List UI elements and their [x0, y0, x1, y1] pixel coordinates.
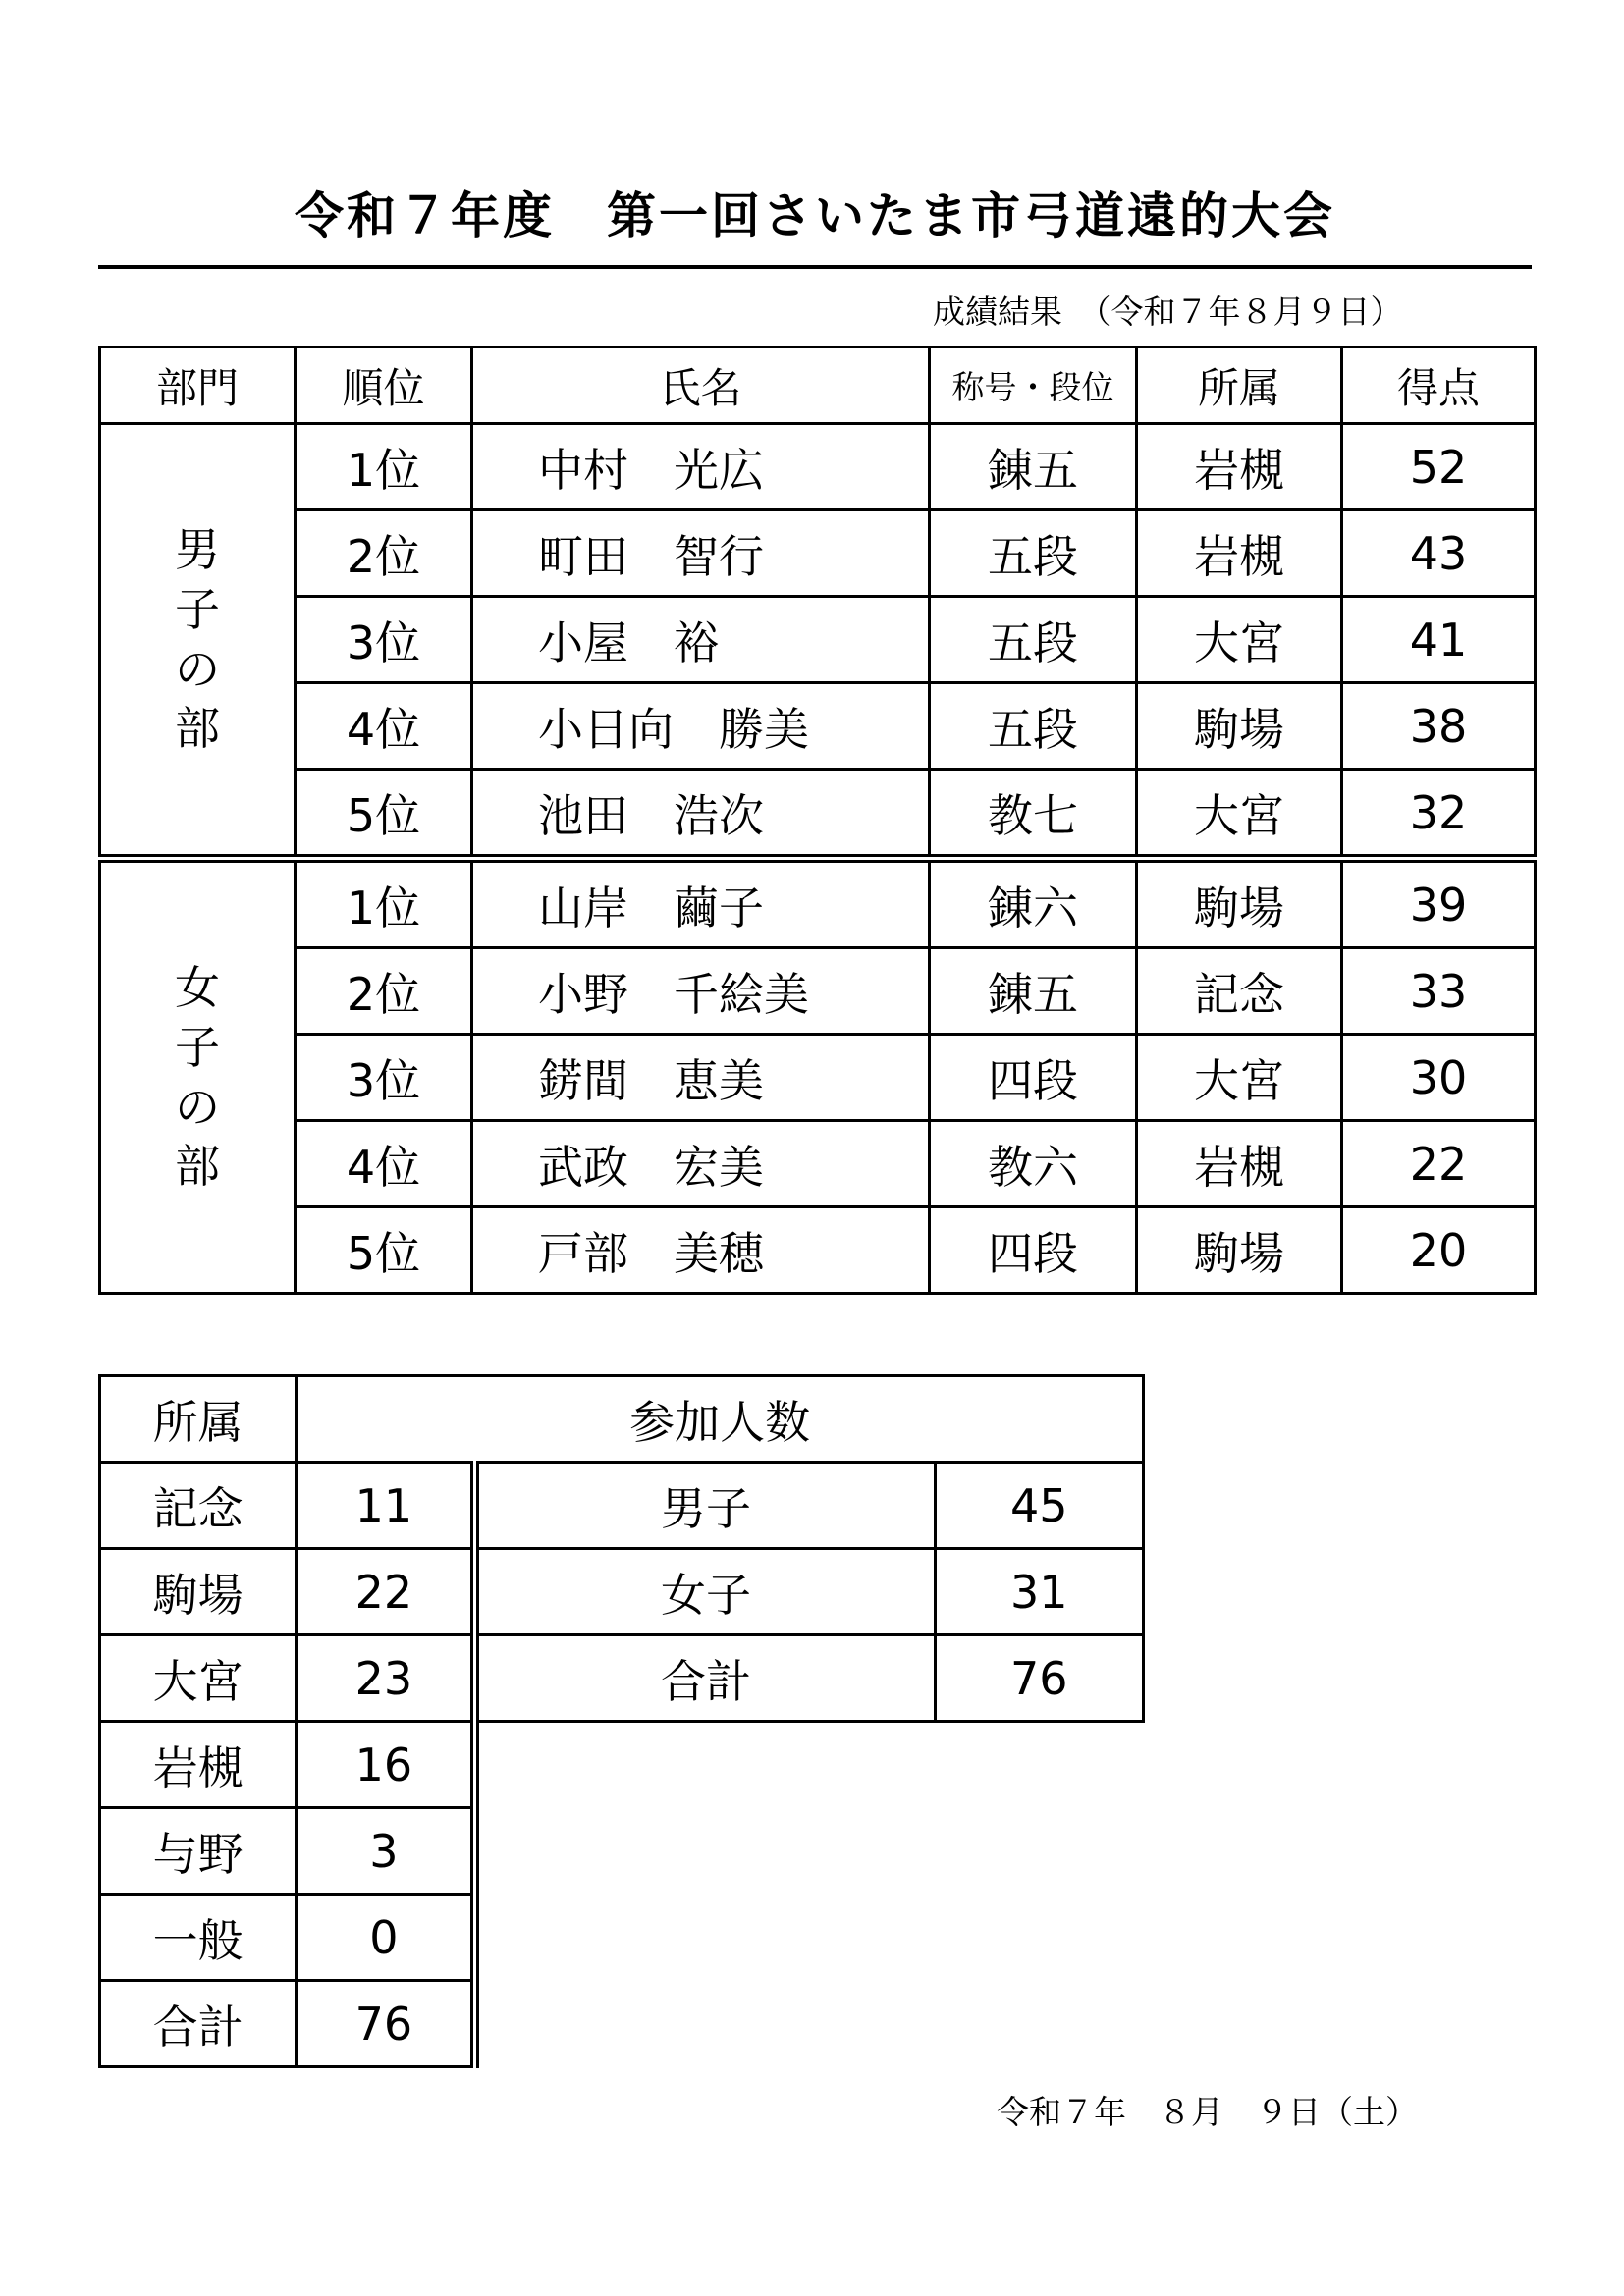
affiliation-total-count: 76: [297, 1981, 474, 2067]
results-table: [98, 346, 1537, 1295]
header-affiliation: 所属: [1137, 347, 1342, 424]
participants-header-row: [100, 1376, 1144, 1463]
affiliation-name-cell: 与野: [100, 1808, 297, 1895]
grade-cell: 教六: [930, 1121, 1137, 1207]
rank-cell: 3位: [296, 1035, 472, 1121]
empty-cell: [935, 1895, 1143, 1981]
score-cell: 38: [1342, 683, 1536, 770]
table-row: [100, 1463, 1144, 1549]
table-row: [100, 1121, 1536, 1207]
affiliation-cell: 駒場: [1137, 859, 1342, 948]
score-cell: 52: [1342, 424, 1536, 510]
table-row: [100, 948, 1536, 1035]
results-header-row: [100, 347, 1536, 424]
table-row: [100, 1722, 1144, 1808]
grade-cell: 五段: [930, 597, 1137, 683]
empty-cell: [474, 1895, 935, 1981]
name-cell: 山岸 繭子: [472, 859, 930, 948]
score-cell: 41: [1342, 597, 1536, 683]
affiliation-count-cell: 11: [297, 1463, 474, 1549]
division-label-char: 部: [175, 702, 220, 756]
rank-cell: 4位: [296, 683, 472, 770]
table-row: [100, 770, 1536, 859]
table-row: [100, 597, 1536, 683]
rank-cell: 5位: [296, 1207, 472, 1294]
affiliation-cell: 岩槻: [1137, 1121, 1342, 1207]
division-label-char: 男: [175, 522, 220, 576]
affiliation-cell: 岩槻: [1137, 510, 1342, 597]
empty-cell: [935, 1981, 1143, 2067]
affiliation-cell: 記念: [1137, 948, 1342, 1035]
affiliation-name-cell: 大宮: [100, 1635, 297, 1722]
affiliation-total-label: 合計: [100, 1981, 297, 2067]
affiliation-name-cell: 駒場: [100, 1549, 297, 1635]
table-row: [100, 1981, 1144, 2067]
header-affiliation: 所属: [100, 1376, 297, 1463]
rank-cell: 1位: [296, 859, 472, 948]
division-label-char: 子: [175, 582, 220, 636]
rank-cell: 4位: [296, 1121, 472, 1207]
affiliation-cell: 駒場: [1137, 683, 1342, 770]
participants-table: [98, 1374, 1145, 2068]
affiliation-cell: 大宮: [1137, 1035, 1342, 1121]
header-division: 部門: [100, 347, 296, 424]
table-row: [100, 510, 1536, 597]
empty-cell: [474, 1981, 935, 2067]
name-cell: 池田 浩次: [472, 770, 930, 859]
grade-cell: 錬六: [930, 859, 1137, 948]
title-underline: [98, 265, 1532, 269]
gender-count-cell: 31: [935, 1549, 1143, 1635]
affiliation-name-cell: 岩槻: [100, 1722, 297, 1808]
empty-cell: [474, 1808, 935, 1895]
table-row: [100, 1549, 1144, 1635]
header-name: 氏名: [472, 347, 930, 424]
score-cell: 43: [1342, 510, 1536, 597]
grade-cell: 錬五: [930, 424, 1137, 510]
division-mens: [100, 424, 296, 859]
footer-date: 令和７年 ８月 ９日（土）: [997, 2093, 1418, 2131]
score-cell: 32: [1342, 770, 1536, 859]
table-row: [100, 1635, 1144, 1722]
document-title: 令和７年度 第一回さいたま市弓道遠的大会: [295, 187, 1335, 244]
affiliation-cell: 大宮: [1137, 597, 1342, 683]
name-cell: 中村 光広: [472, 424, 930, 510]
empty-cell: [474, 1722, 935, 1808]
score-cell: 33: [1342, 948, 1536, 1035]
rank-cell: 2位: [296, 510, 472, 597]
empty-cell: [935, 1722, 1143, 1808]
empty-cell: [935, 1808, 1143, 1895]
grade-cell: 教七: [930, 770, 1137, 859]
affiliation-name-cell: 記念: [100, 1463, 297, 1549]
header-participant-count: 参加人数: [297, 1376, 1144, 1463]
rank-cell: 2位: [296, 948, 472, 1035]
name-cell: 町田 智行: [472, 510, 930, 597]
grade-cell: 四段: [930, 1207, 1137, 1294]
gender-label-cell: 合計: [474, 1635, 935, 1722]
rank-cell: 1位: [296, 424, 472, 510]
affiliation-count-cell: 23: [297, 1635, 474, 1722]
division-label-char: の: [175, 642, 220, 696]
table-row: [100, 1808, 1144, 1895]
division-label-char: の: [175, 1080, 220, 1134]
affiliation-count-cell: 22: [297, 1549, 474, 1635]
gender-count-cell: 76: [935, 1635, 1143, 1722]
grade-cell: 五段: [930, 683, 1137, 770]
name-cell: 錺間 恵美: [472, 1035, 930, 1121]
name-cell: 武政 宏美: [472, 1121, 930, 1207]
table-row: [100, 859, 1536, 948]
affiliation-cell: 駒場: [1137, 1207, 1342, 1294]
division-label-char: 女: [175, 960, 220, 1014]
grade-cell: 錬五: [930, 948, 1137, 1035]
name-cell: 小日向 勝美: [472, 683, 930, 770]
score-cell: 30: [1342, 1035, 1536, 1121]
name-cell: 小野 千絵美: [472, 948, 930, 1035]
division-label-char: 部: [175, 1140, 220, 1194]
grade-cell: 五段: [930, 510, 1137, 597]
name-cell: 小屋 裕: [472, 597, 930, 683]
division-womens: [100, 859, 296, 1294]
score-cell: 39: [1342, 859, 1536, 948]
results-date-caption: 成績結果 （令和７年８月９日）: [933, 293, 1403, 331]
rank-cell: 5位: [296, 770, 472, 859]
table-row: [100, 424, 1536, 510]
header-grade: 称号・段位: [930, 347, 1137, 424]
gender-count-cell: 45: [935, 1463, 1143, 1549]
header-rank: 順位: [296, 347, 472, 424]
gender-label-cell: 女子: [474, 1549, 935, 1635]
grade-cell: 四段: [930, 1035, 1137, 1121]
division-label-char: 子: [175, 1020, 220, 1074]
table-row: [100, 683, 1536, 770]
affiliation-count-cell: 16: [297, 1722, 474, 1808]
score-cell: 22: [1342, 1121, 1536, 1207]
score-cell: 20: [1342, 1207, 1536, 1294]
affiliation-name-cell: 一般: [100, 1895, 297, 1981]
table-row: [100, 1207, 1536, 1294]
name-cell: 戸部 美穂: [472, 1207, 930, 1294]
affiliation-count-cell: 0: [297, 1895, 474, 1981]
table-row: [100, 1035, 1536, 1121]
gender-label-cell: 男子: [474, 1463, 935, 1549]
affiliation-cell: 岩槻: [1137, 424, 1342, 510]
header-score: 得点: [1342, 347, 1536, 424]
rank-cell: 3位: [296, 597, 472, 683]
affiliation-cell: 大宮: [1137, 770, 1342, 859]
affiliation-count-cell: 3: [297, 1808, 474, 1895]
table-row: [100, 1895, 1144, 1981]
